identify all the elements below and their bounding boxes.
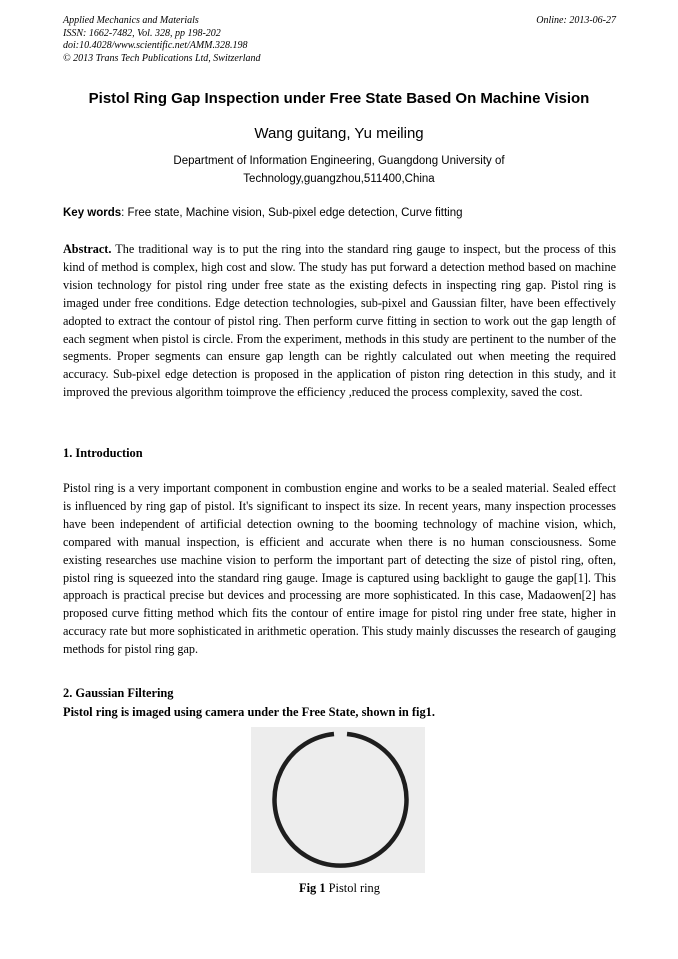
journal-header xyxy=(63,15,616,65)
figure-caption xyxy=(63,881,616,896)
section-heading-gaussian-filtering: 2. Gaussian Filtering xyxy=(63,686,174,700)
affiliation-line-2: Technology,guangzhou,511400,China xyxy=(243,173,435,185)
pistol-ring-figure xyxy=(251,727,425,873)
keywords-text: : Free state, Machine vision, Sub-pixel edge detection, Curve fitting xyxy=(121,207,463,219)
authors: Wang guitang, Yu meiling xyxy=(254,125,424,142)
introduction-body: Pistol ring is a very important component in combustion engine and works to be a sealed material. Sealed effect is influenced by ring gap of pistol. It's significant to inspect its size. In recent years, many inspection processes have been independent of artificial detection owning to the booming technology of machine vision, which, compared with manual inspection, is efficient and accurate when there is no human consciousness. Some existing researches use machine vision to perform the important part of detecting the size of pistol ring, often, pistol ring is squeezed into the standard ring gauge. Image is captured using backlight to gauge the gap[1]. This approach is practical precise but devices and processing are more sophisticated. In this case, Madaowen[2] has proposed curve fitting method which fits the contour of entire image for pistol ring under free state, higher in accuracy rate but more sophisticated in arithmetic operation. This study mainly discusses the research of gauging methods for pistol ring gap. xyxy=(63,481,616,657)
keywords xyxy=(63,207,616,219)
abstract xyxy=(63,241,616,402)
online-date: Online: 2013-06-27 xyxy=(536,15,616,26)
pistol-ring-image xyxy=(251,727,425,873)
affiliation xyxy=(140,152,538,188)
paper-title: Pistol Ring Gap Inspection under Free State Based On Machine Vision xyxy=(88,90,590,107)
figure-lead-sentence: Pistol ring is imaged using camera under the Free State, shown in fig1. xyxy=(63,705,435,719)
keywords-label: Key words xyxy=(63,207,122,219)
abstract-label: Abstract. xyxy=(63,242,112,256)
copyright-line: © 2013 Trans Tech Publications Ltd, Switzerland xyxy=(63,52,261,64)
figure-caption-label: Fig 1 xyxy=(299,881,326,895)
affiliation-line-1: Department of Information Engineering, Guangdong University of xyxy=(173,155,505,167)
issn-line: ISSN: 1662-7482, Vol. 328, pp 198-202 xyxy=(63,27,221,39)
abstract-text: The traditional way is to put the ring into the standard ring gauge to inspect, but the process of this kind of method is complex, high cost and slow. The study has put forward a detection method based on machine vision technology for pistol ring under free state as the existing defects in inspecting ring gap. Pistol ring is imaged under free conditions. Edge detection technologies, sub-pixel and Gaussian filter, have been effectively adopted to extract the contour of pistol ring. Then perform curve fitting in section to work out the gap length of each segment when pistol is circle. From the experiment, methods in this study are pertinent to the number of the segments. Proper segments can ensure gap length can be rightly calculated out when meeting the required accuracy. Sub-pixel edge detection is proposed in the application of piston ring detection in this study, and it improved the previous algorithm toimprove the efficiency ,reduced the process complexity, saved the cost. xyxy=(63,242,616,400)
figure-caption-text: Pistol ring xyxy=(325,881,380,895)
journal-name: Applied Mechanics and Materials xyxy=(63,15,199,26)
section-heading-introduction: 1. Introduction xyxy=(63,446,143,460)
figure-background xyxy=(251,727,425,873)
doi-line: doi:10.4028/www.scientific.net/AMM.328.198 xyxy=(63,40,248,51)
